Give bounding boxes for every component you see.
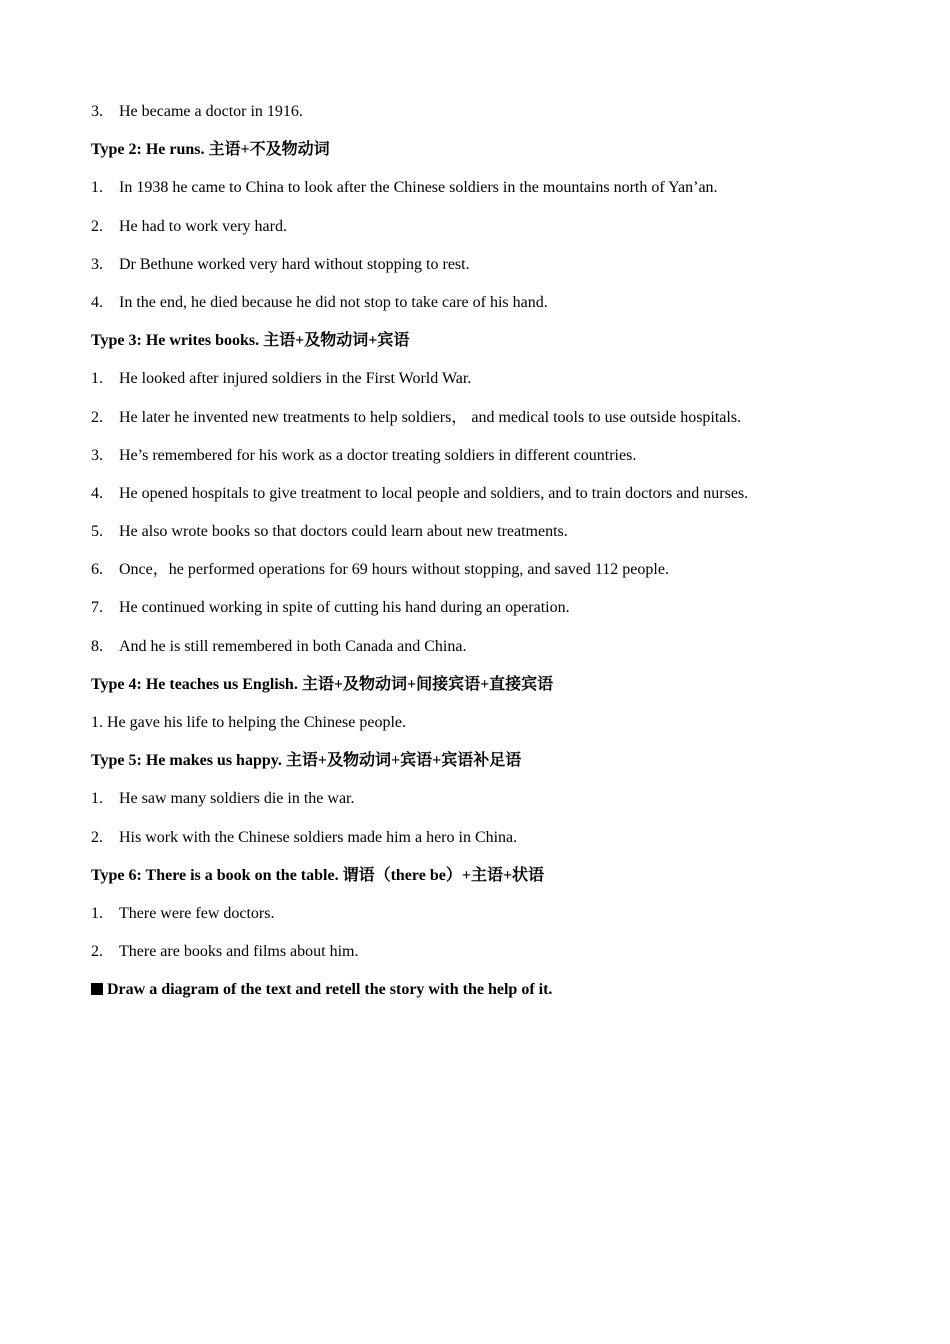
- document-page: [91, 100, 891, 1017]
- section-heading-type-5: Type 5: He makes us happy. 主语+及物动词+宾语+宾语补足语: [91, 752, 522, 770]
- item-text: In 1938 he came to China to look after the Chinese soldiers in the mountains north of Yan’an.: [119, 179, 718, 197]
- item-text: There were few doctors.: [119, 904, 275, 922]
- list-item: [91, 100, 891, 138]
- list-item: [91, 176, 891, 214]
- list-item: [91, 596, 891, 634]
- item-text: He looked after injured soldiers in the First World War.: [119, 370, 472, 388]
- task-instruction: [91, 978, 891, 1016]
- item-text: He had to work very hard.: [119, 217, 287, 235]
- list-item: [91, 291, 891, 329]
- list-item: [91, 558, 891, 596]
- item-text: In the end, he died because he did not stop to take care of his hand.: [119, 293, 548, 311]
- section-heading-type-3: Type 3: He writes books. 主语+及物动词+宾语: [91, 332, 410, 350]
- list-item: [91, 367, 891, 405]
- list-item: [91, 787, 891, 825]
- item-number: 2.: [91, 828, 103, 846]
- item-text: He saw many soldiers die in the war.: [119, 790, 355, 808]
- list-item: [91, 826, 891, 864]
- item-number: 3.: [91, 103, 103, 120]
- item-text: There are books and films about him.: [119, 943, 359, 961]
- item-text: He continued working in spite of cutting his hand during an operation.: [119, 599, 570, 617]
- list-item: [91, 902, 891, 940]
- list-item: [91, 253, 891, 291]
- item-text: His work with the Chinese soldiers made him a hero in China.: [119, 828, 518, 846]
- item-number: 2.: [91, 217, 103, 235]
- section-heading-type-2: Type 2: He runs. 主语+不及物动词: [91, 141, 330, 159]
- item-text: He also wrote books so that doctors could learn about new treatments.: [119, 523, 568, 541]
- section-heading-type-6: Type 6: There is a book on the table. 谓语（there be）+主语+状语: [91, 866, 545, 884]
- item-text: And he is still remembered in both Canada and China.: [119, 637, 467, 655]
- plain-list-item: 1. He gave his life to helping the Chinese people.: [91, 714, 407, 731]
- item-number: 7.: [91, 599, 103, 617]
- item-text: He became a doctor in 1916.: [119, 103, 303, 120]
- list-item: [91, 406, 891, 444]
- task-text: Draw a diagram of the text and retell the story with the help of it.: [107, 981, 553, 999]
- item-number: 3.: [91, 255, 103, 273]
- item-number: 6.: [91, 561, 103, 579]
- list-item: [91, 940, 891, 978]
- list-item: [91, 482, 891, 520]
- list-item: [91, 444, 891, 482]
- item-number: 1.: [91, 370, 103, 388]
- item-text: Dr Bethune worked very hard without stopping to rest.: [119, 255, 470, 273]
- list-item: [91, 520, 891, 558]
- item-number: 5.: [91, 523, 103, 541]
- item-number: 4.: [91, 484, 103, 502]
- item-text: Once，he performed operations for 69 hours without stopping, and saved 112 people.: [119, 561, 669, 579]
- list-item: [91, 215, 891, 253]
- item-number: 1.: [91, 179, 103, 197]
- item-number: 2.: [91, 943, 103, 961]
- item-number: 3.: [91, 446, 103, 464]
- item-number: 1.: [91, 790, 103, 808]
- item-number: 2.: [91, 408, 103, 426]
- item-text: He opened hospitals to give treatment to local people and soldiers, and to train doctors and nurses.: [119, 484, 749, 502]
- list-item: [91, 635, 891, 673]
- item-text: He later he invented new treatments to help soldiers， and medical tools to use outside hospitals.: [119, 408, 742, 426]
- item-number: 1.: [91, 904, 103, 922]
- section-heading-type-4: Type 4: He teaches us English. 主语+及物动词+间接宾语+直接宾语: [91, 675, 554, 693]
- item-number: 8.: [91, 637, 103, 655]
- item-text: He’s remembered for his work as a doctor treating soldiers in different countries.: [119, 446, 637, 464]
- black-square-icon: [91, 983, 103, 995]
- item-number: 4.: [91, 293, 103, 311]
